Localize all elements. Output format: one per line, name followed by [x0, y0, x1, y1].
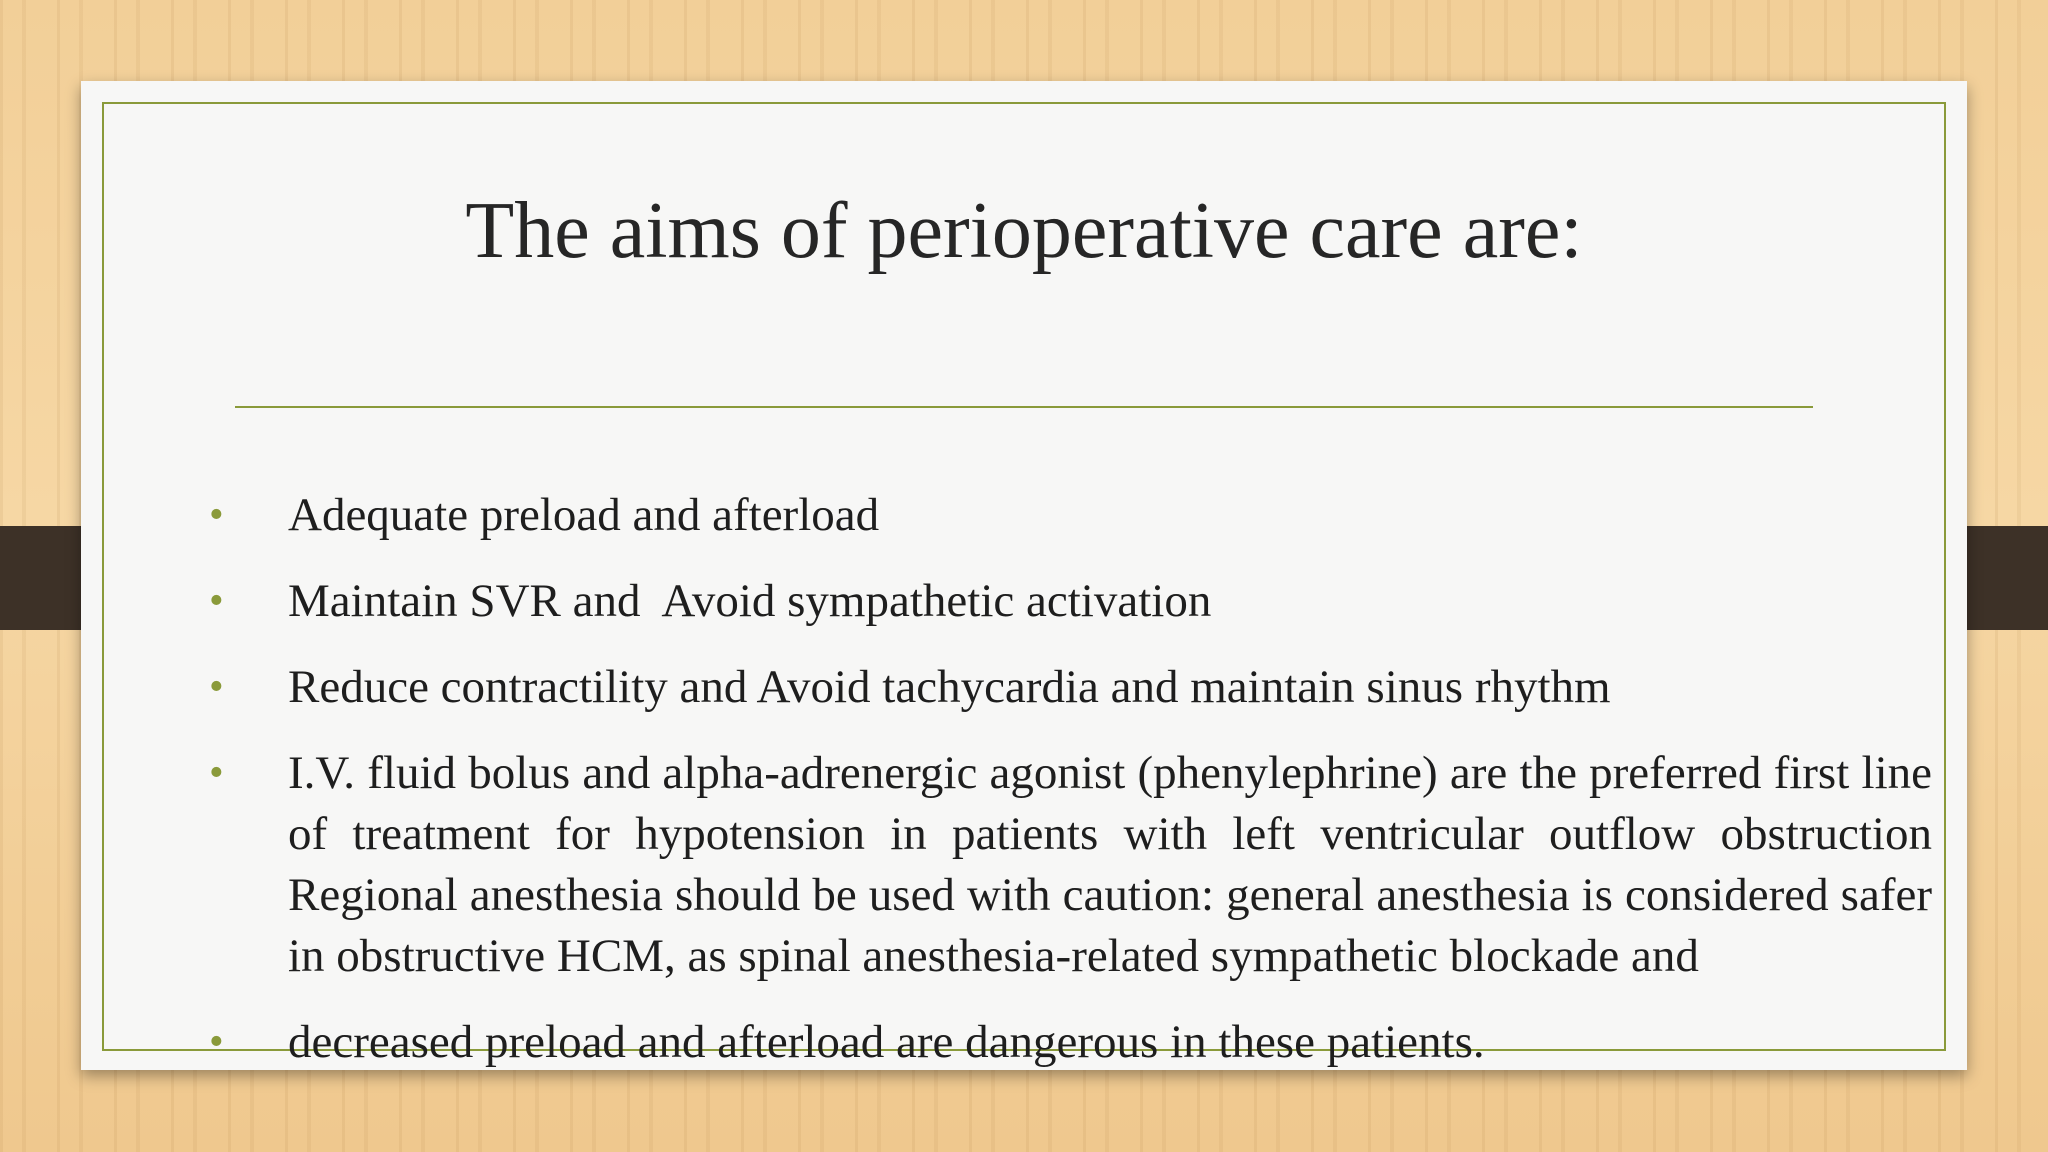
title-underline	[235, 406, 1813, 408]
bullet-text-3: Reduce contractility and Avoid tachycardia and maintain sinus rhythm	[288, 661, 1611, 713]
bullet-item-2	[206, 571, 1932, 632]
bullet-item-5	[206, 1012, 1932, 1073]
bullet-text-2: Maintain SVR and Avoid sympathetic activation	[288, 575, 1212, 627]
slide	[81, 81, 1967, 1070]
bullet-dot-icon: •	[209, 750, 224, 796]
bullet-dot-icon: •	[209, 578, 224, 624]
bullet-item-1	[206, 485, 1932, 546]
bullet-dot-icon: •	[209, 1019, 224, 1065]
bullet-item-3	[206, 657, 1932, 718]
slide-title: The aims of perioperative care are:	[465, 187, 1583, 275]
bullet-item-4	[206, 743, 1932, 987]
bullet-dot-icon: •	[209, 492, 224, 538]
bullet-text-1: Adequate preload and afterload	[288, 489, 880, 541]
bullet-text-5: decreased preload and afterload are dangerous in these patients.	[288, 1016, 1485, 1068]
bullet-list	[206, 485, 1932, 1098]
bullet-text-4: I.V. fluid bolus and alpha-adrenergic agonist (phenylephrine) are the preferred first line of treatment for hypotension in patients with left ventricular outflow obstruction Regional anesthesia should be used with caution: general anesthesia is considered safer in obstructive HCM, as spinal anesthesia-related sympathetic blockade and	[288, 747, 1932, 982]
bullet-dot-icon: •	[209, 664, 224, 710]
